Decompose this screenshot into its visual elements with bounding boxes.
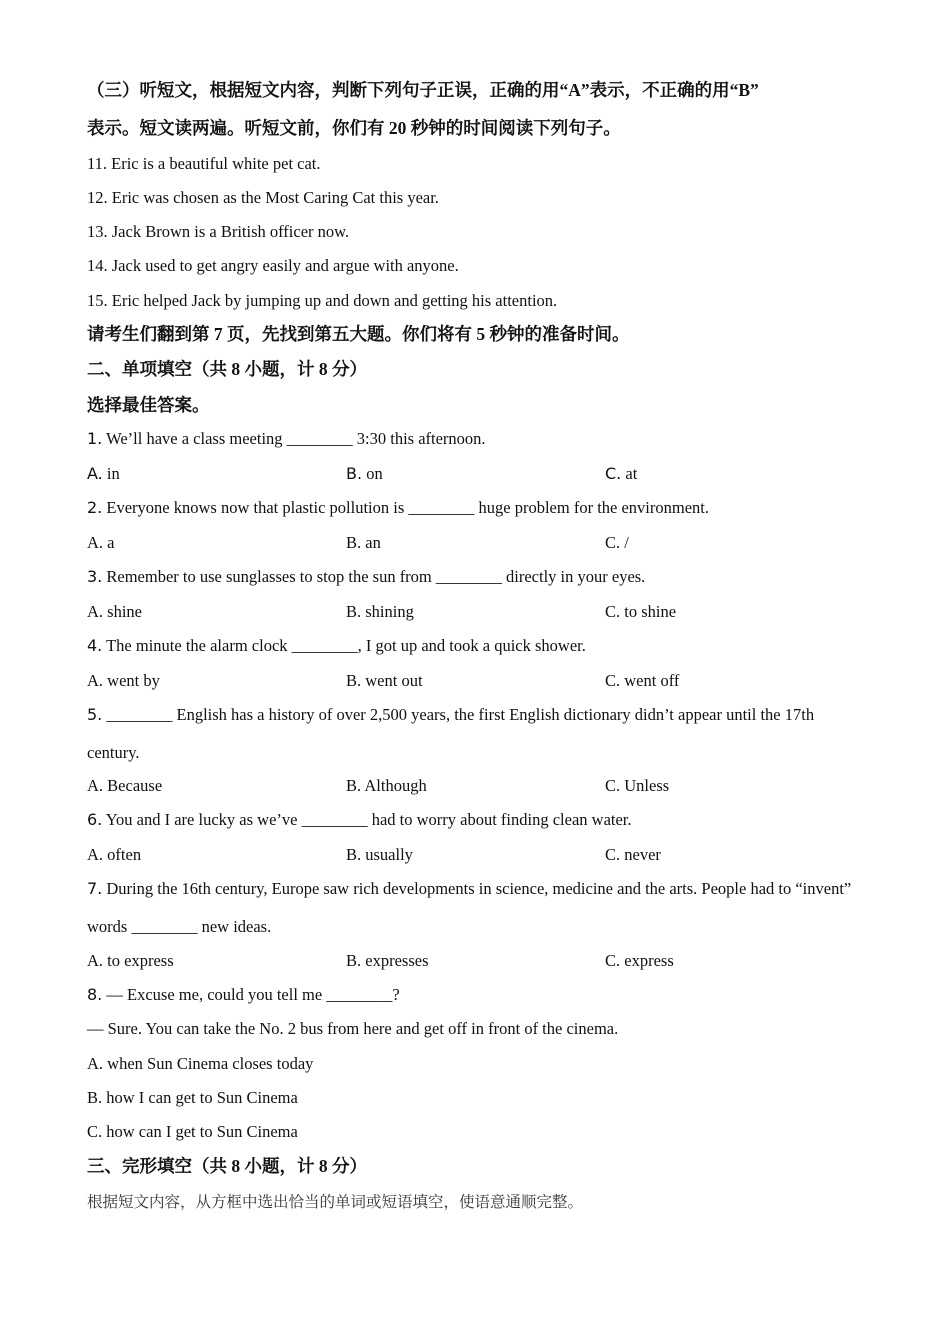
q1-option-a[interactable]: A. in [87,464,120,483]
q6-option-c[interactable]: C. never [605,845,661,864]
q3-option-b[interactable]: B. shining [346,602,414,621]
q8-option-a[interactable]: A. when Sun Cinema closes today [87,1054,314,1073]
q2-option-c[interactable]: C. / [605,533,629,552]
q4-option-b[interactable]: B. went out [346,671,423,690]
question-text: We’ll have a class meeting ________ 3:30 this afternoon. [106,429,486,448]
section3-instruction: 根据短文内容，从方框中选出恰当的单词或短语填空，使语意通顺完整。 [87,1193,584,1211]
question-text: During the 16th century, Europe saw rich developments in science, medicine and the arts. People had to “invent” [106,879,852,898]
question-text: You and I are lucky as we’ve ________ had to worry about finding clean water. [105,810,632,829]
q5-option-a[interactable]: A. Because [87,776,163,795]
section2-instruction: 选择最佳答案。 [87,395,210,415]
question-text: The minute the alarm clock ________, I got up and took a quick shower. [106,636,586,655]
q7-option-a[interactable]: A. to express [87,951,174,970]
question-number: 8. [87,985,103,1004]
question-text: Remember to use sunglasses to stop the sun from ________ directly in your eyes. [106,567,646,586]
q7-option-b[interactable]: B. expresses [346,951,429,970]
question-8 [87,984,400,1006]
question-text: ________ English has a history of over 2,500 years, the first English dictionary didn’t appear until the 17th [106,705,815,724]
question-2 [87,497,709,519]
question-6 [87,809,632,831]
q4-option-a[interactable]: A. went by [87,671,160,690]
q8-option-b[interactable]: B. how I can get to Sun Cinema [87,1088,298,1107]
q4-option-c[interactable]: C. went off [605,671,680,690]
q6-option-b[interactable]: B. usually [346,845,413,864]
question-8-response: — Sure. You can take the No. 2 bus from here and get off in front of the cinema. [87,1019,619,1038]
question-number: 5. [87,705,103,724]
question-number: 2. [87,498,103,517]
question-number: 6. [87,810,103,829]
q1-option-c[interactable]: C. at [605,464,638,483]
q6-option-a[interactable]: A. often [87,845,142,864]
q5-option-c[interactable]: C. Unless [605,776,670,795]
question-text: — Excuse me, could you tell me ________? [106,985,400,1004]
statement-14: 14. Jack used to get angry easily and argue with anyone. [87,256,459,275]
q2-option-b[interactable]: B. an [346,533,381,552]
question-number: 1. [87,429,103,448]
question-7 [87,878,851,900]
statement-12: 12. Eric was chosen as the Most Caring Cat this year. [87,188,439,207]
q7-option-c[interactable]: C. express [605,951,674,970]
q1-option-b[interactable]: B. on [346,464,383,483]
question-number: 7. [87,879,103,898]
turn-page-note: 请考生们翻到第 7 页，先找到第五大题。你们将有 5 秒钟的准备时间。 [87,324,630,344]
question-number: 3. [87,567,103,586]
question-5-continuation: century. [87,743,140,762]
listening-instruction-line1: （三）听短文，根据短文内容，判断下列句子正误，正确的用“A”表示，不正确的用“B” [87,80,759,100]
question-number: 4. [87,636,103,655]
question-1 [87,428,486,450]
section2-title: 二、单项填空（共 8 小题，计 8 分） [87,359,367,379]
q3-option-a[interactable]: A. shine [87,602,143,621]
q3-option-c[interactable]: C. to shine [605,602,677,621]
question-5 [87,704,814,726]
statement-15: 15. Eric helped Jack by jumping up and down and getting his attention. [87,291,558,310]
listening-instruction-line2: 表示。短文读两遍。听短文前，你们有 20 秒钟的时间阅读下列句子。 [87,118,621,138]
question-4 [87,635,586,657]
q5-option-b[interactable]: B. Although [346,776,427,795]
question-7-continuation: words ________ new ideas. [87,917,272,936]
question-text: Everyone knows now that plastic pollution is ________ huge problem for the environment. [106,498,709,517]
q2-option-a[interactable]: A. a [87,533,115,552]
question-3 [87,566,645,588]
section3-title: 三、完形填空（共 8 小题，计 8 分） [87,1156,367,1176]
statement-13: 13. Jack Brown is a British officer now. [87,222,350,241]
statement-11: 11. Eric is a beautiful white pet cat. [87,154,321,173]
q8-option-c[interactable]: C. how can I get to Sun Cinema [87,1122,298,1141]
